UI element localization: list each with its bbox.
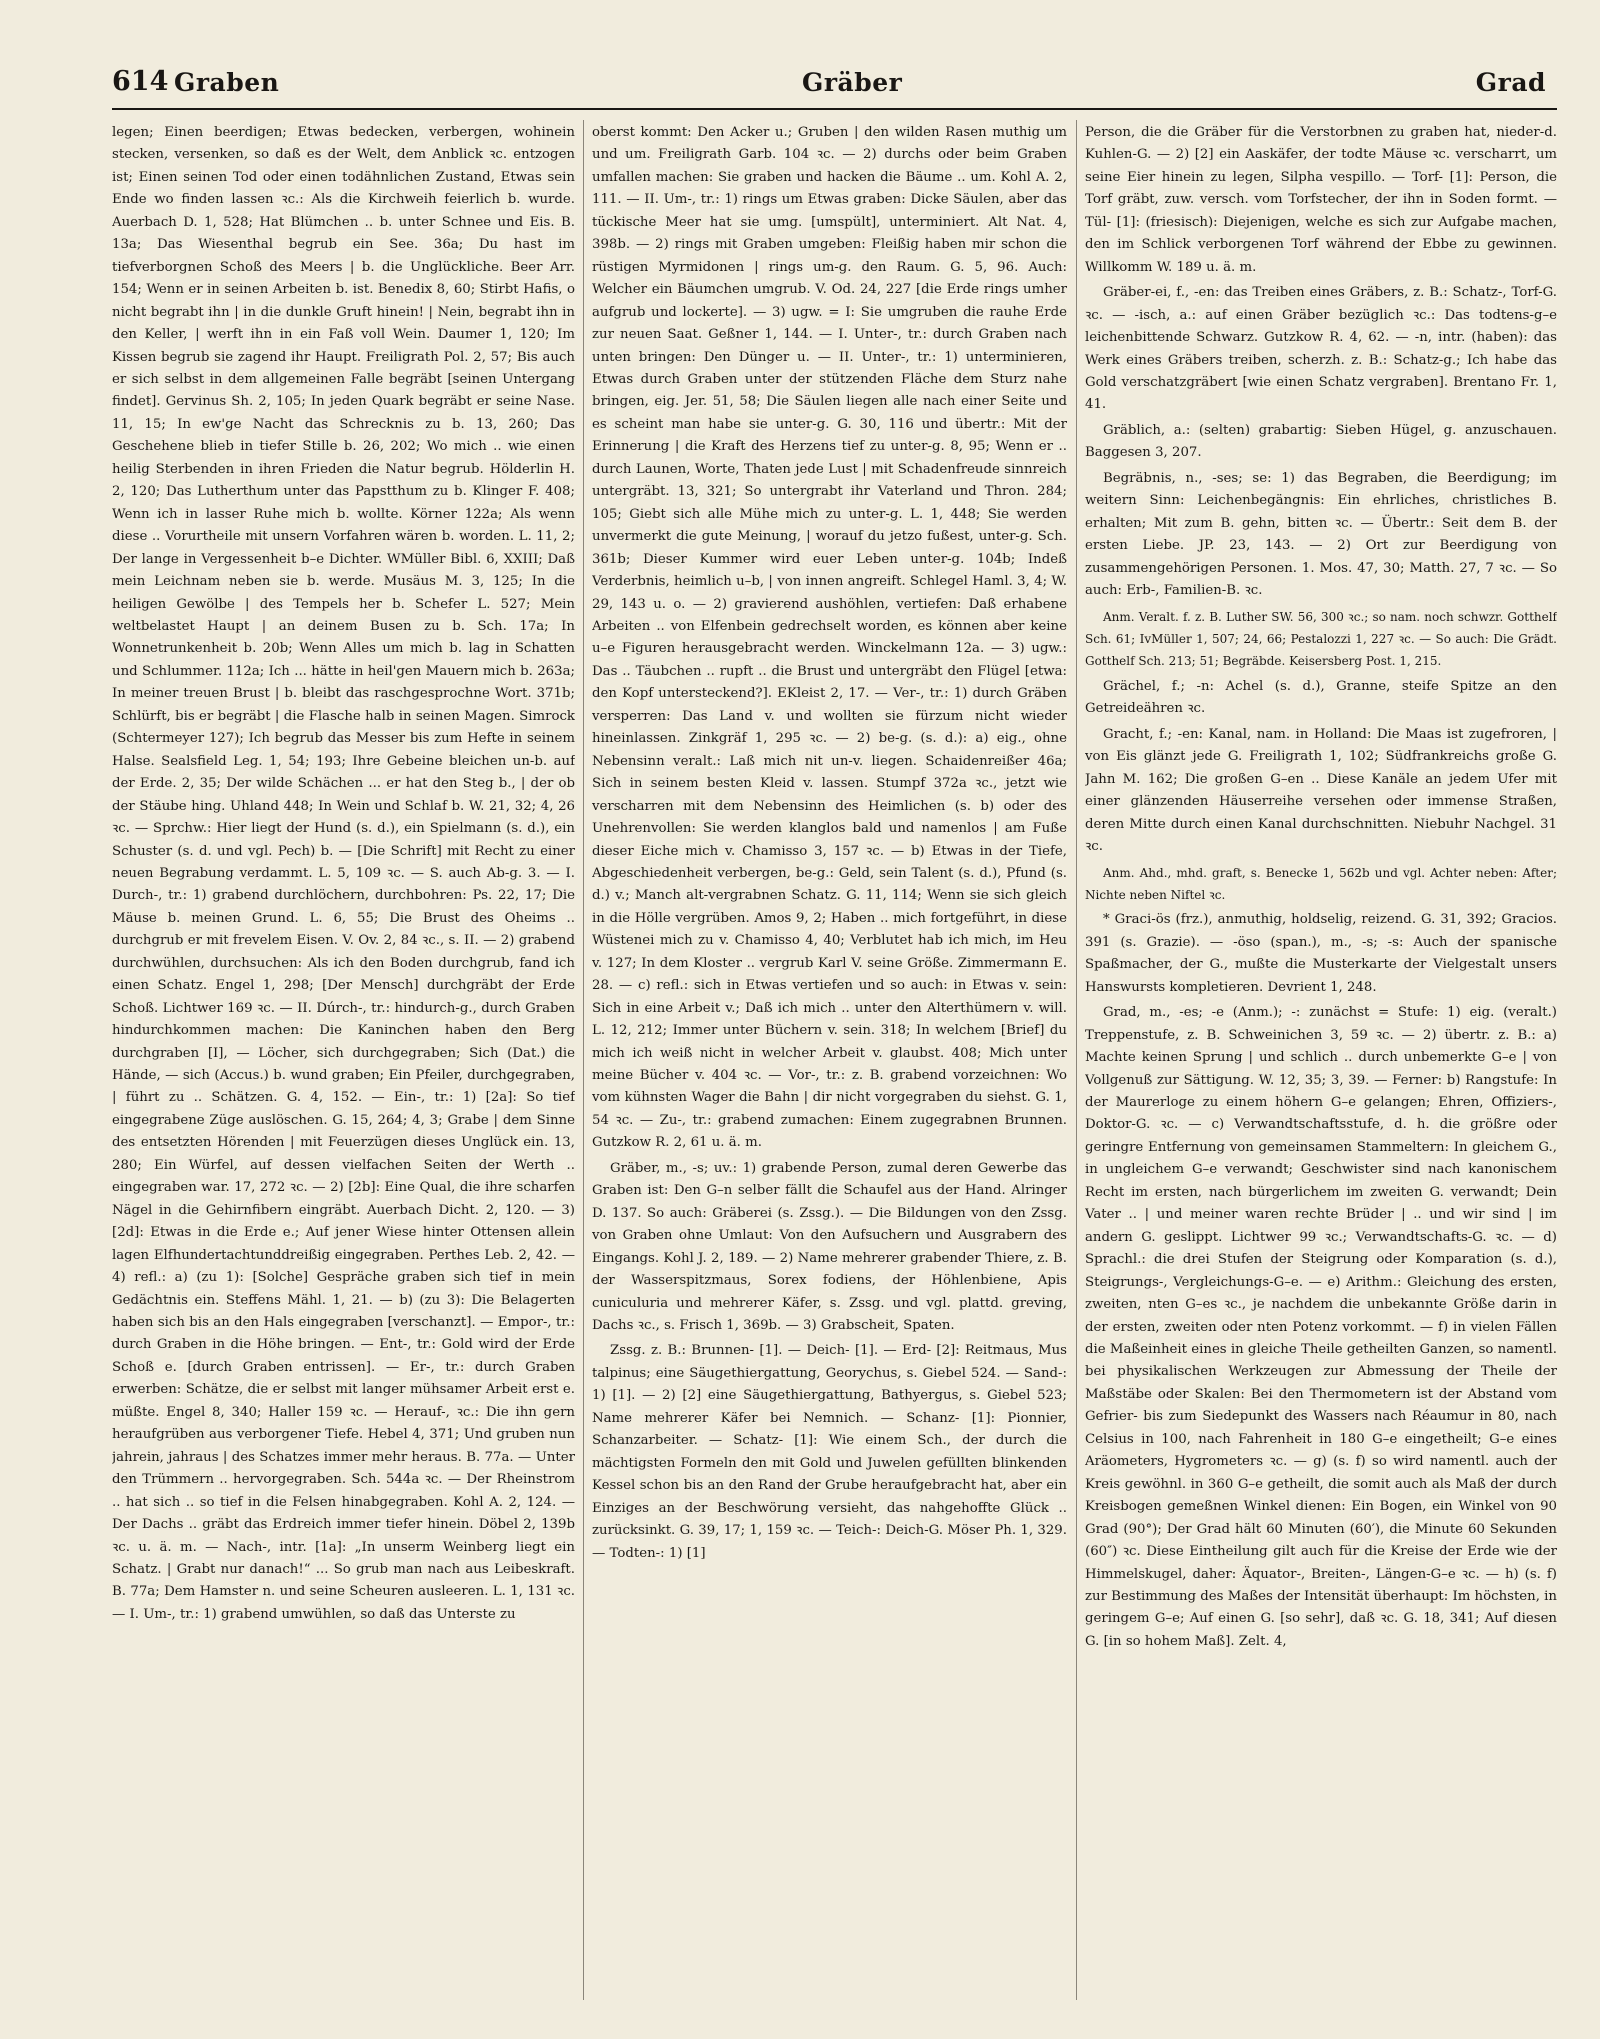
entry-begraebnis: Begräbnis, n., -ses; se: 1) das Begraben, die Beerdigung; im weitern Sinn: Leichenbegängnis: Ein ehrliches, christliches B. erhalten; Mit zum B. gehn, bitten ꝛc. — Übertr.: Seit dem B. der ersten Liebe. JP. 23, 143. — 2) Ort zur Beerdigung von zusammengehörigen Personen. 1. Mos. 47, 30; Matth. 27, 7 ꝛc. — So auch: Erb-, Familien-B. ꝛc. xyxy=(1085,470,1557,599)
text-column-left xyxy=(112,122,575,2002)
entry-gracht: Gracht, f.; -en: Kanal, nam. in Holland: Die Maas ist zugefroren, | von Eis glänzt jede G. Freiligrath 1, 102; Südfrankreichs große G. Jahn M. 162; Die großen G–en .. Diese Kanäle an jedem Ufer mit einer glänzenden Häuserreihe versehen oder immense Straßen, deren Mitte durch einen Kanal durchschnitten. Niebuhr Nachgel. 31 ꝛc. xyxy=(1085,726,1557,855)
catchword-left: Graben xyxy=(174,68,280,97)
entry-graeber: Gräber, m., -s; uv.: 1) grabende Person, zumal deren Gewerbe das Graben ist: Den G–n selber fällt die Schaufel aus der Hand. Alringer D. 137. So auch: Gräberei (s. Zssg.). — Die Bildungen von den Zssg. von Graben ohne Umlaut: Von den Aufsuchern und Ausgrabern des Eingangs. Kohl J. 2, 189. — 2) Name mehrerer grabender Thiere, z. B. der Wasserspitzmaus, Sorex fodiens, der Höhlenbiene, Apis cuniculuria und mehrerer Käfer, s. Zssg. und vgl. plattd. greving, Dachs ꝛc., s. Frisch 1, 369b. — 3) Grabscheit, Spaten. xyxy=(592,1160,1067,1334)
entry-graeberei: Gräber-ei, f., -en: das Treiben eines Gräbers, z. B.: Schatz-, Torf-G. ꝛc. — -isch, a.: auf einen Gräber bezüglich ꝛc.: Das todtens-g–e leichenbittende Schwarz. Gutzkow R. 4, 62. — -n, intr. (haben): das Werk eines Gräbers treiben, scherzh. z. B.: Schatz-g.; Ich habe das Gold verschatzgräbert [wie einen Schatz vergraben]. Brentano Fr. 1, 41. xyxy=(1085,285,1557,413)
entry-zssg: Zssg. z. B.: Brunnen- [1]. — Deich- [1]. — Erd- [2]: Reitmaus, Mus talpinus; eine Säugethiergattung, Georychus, s. Giebel 524. — Sand-: 1) [1]. — 2) [2] eine Säugethiergattung, Bathyergus, s. Giebel 523; Name mehrerer Käfer bei Nemnich. — Schanz- [1]: Pionnier, Schanzarbeiter. — Schatz- [1]: Wie einem Sch., der durch die mächtigsten Formeln den mit Gold und Juwelen gefüllten blinkenden Kessel schon bis an den Rand der Grube heraufgebracht hat, aber ein Einziges an der Beschwörung versieht, das nahgehoffte Glück .. zurücksinkt. G. 39, 17; 1, 159 ꝛc. — Teich-: Deich-G. Möser Ph. 1, 329. — Todten-: 1) [1] xyxy=(592,1343,1067,1561)
entry-note: Anm. Ahd., mhd. graft, s. Benecke 1, 562b und vgl. Achter neben: After; Nichte neben Niftel ꝛc. xyxy=(1085,865,1557,902)
entry-note: Anm. Veralt. f. z. B. Luther SW. 56, 300 ꝛc.; so nam. noch schwzr. Gotthelf Sch. 61; IvMüller 1, 507; 24, 66; Pestalozzi 1, 227 ꝛc. — So auch: Die Grädt. Gotthelf Sch. 213; 51; Begräbde. Keisersberg Post. 1, 215. xyxy=(1085,609,1557,669)
column-divider xyxy=(1076,120,1077,2000)
text-column-right xyxy=(1085,122,1557,2002)
entry-gracioes: * Graci-ös (frz.), anmuthig, holdselig, reizend. G. 31, 392; Gracios. 391 (s. Grazie). — -öso (span.), m., -s; -s: Auch der spanische Spaßmacher, der G., mußte die Musterkarte der Vielgestalt unsers Hanswursts kompletieren. Devrient 1, 248. xyxy=(1085,912,1557,995)
page-number: 614 xyxy=(112,66,169,97)
catchword-center: Gräber xyxy=(802,68,903,97)
entry-grad: Grad, m., -es; -e (Anm.); -: zunächst = Stufe: 1) eig. (veralt.) Treppenstufe, z. B. Schweinichen 3, 59 ꝛc. — 2) übertr. z. B.: a) Machte keinen Sprung | und schlich .. durch unbemerkte G–e | von Vollgenuß zur Sättigung. W. 12, 35; 3, 39. — Ferner: b) Rangstufe: In der Maurerloge zu einem höhern G–e gelangen; Ehren, Offiziers-, Doktor-G. ꝛc. — c) Verwandtschaftsstufe, d. h. die größre oder geringre Entfernung von gemeinsamen Stammeltern: In gleichem G., in ungleichem G–e verwandt; Geschwister sind nach kanonischem Recht im ersten, nach bürgerlichem im zweiten G. verwandt; Dein Vater .. | und meiner waren rechte Brüder | .. und wir sind | im andern G. geslippt. Lichtwer 99 ꝛc.; Verwandtschafts-G. ꝛc. — d) Sprachl.: die drei Stufen der Steigrung oder Komparation (s. d.), Steigrungs-, Vergleichungs-G–e. — e) Arithm.: Gleichung des ersten, zweiten, nten G–es ꝛc., je nachdem die unbekannte Größe darin in der ersten, zweiten oder nten Potenz vorkommt. — f) in vielen Fällen die Maßeinheit eines in gleiche Theile getheilten Ganzen, so namentl. bei physikalischen Werkzeugen zur Abmessung der Theile der Maßstäbe oder Skalen: Bei den Thermometern ist der Abstand vom Gefrier- bis zum Siedepunkt des Wassers nach Réaumur in 80, nach Celsius in 100, nach Fahrenheit in 180 G–e eingetheilt; G–e eines Aräometers, Hygrometers ꝛc. — g) (s. f) so wird namentl. auch der Kreis gewöhnl. in 360 G–e getheilt, die somit auch als Maß der durch Kreisbogen gemeßnen Winkel dienen: Ein Bogen, ein Winkel von 90 Grad (90°); Der Grad hält 60 Minuten (60′), die Minute 60 Sekunden (60″) ꝛc. Diese Eintheilung gilt auch für die Kreise der Erde wie der Himmelskugel, daher: Äquator-, Breiten-, Längen-G–e ꝛc. — h) (s. f) zur Bestimmung des Maßes der Intensität überhaupt: Im höchsten, in geringem G–e; Auf einen G. [so sehr], daß ꝛc. G. 18, 341; Auf diesen G. [in so hohem Maß]. Zelt. 4, xyxy=(1085,1005,1557,1649)
catchword-right: Grad xyxy=(1475,68,1546,97)
paragraph: oberst kommt: Den Acker u.; Gruben | den wilden Rasen muthig um und um. Freiligrath Garb. 104 ꝛc. — 2) durchs oder beim Graben umfallen machen: Sie graben und hacken die Bäume .. um. Kohl A. 2, 111. — II. Um-, tr.: 1) rings um Etwas graben: Dicke Säulen, aber das tückische Meer hat sie umg. [umspült], unterminiert. Alt Nat. 4, 398b. — 2) rings mit Graben umgeben: Fleißig haben mir schon die rüstigen Myrmidonen | rings um-g. den Raum. G. 5, 96. Auch: Welcher ein Bäumchen umgrub. V. Od. 24, 227 [die Erde rings umher aufgrub und lockerte]. — 3) ugw. = I: Sie umgruben die rauhe Erde zur neuen Saat. Geßner 1, 144. — I. Unter-, tr.: durch Graben nach unten bringen: Den Dünger u. — II. Unter-, tr.: 1) unterminieren, Etwas durch Graben unter der stützenden Fläche dem Sturz nahe bringen, eig. Jer. 51, 58; Die Säulen liegen alle nach einer Seite und es scheint man habe sie unter-g. G. 30, 116 und übertr.: Mit der Erinnerung | die Kraft des Herzens tief zu unter-g. 8, 95; Wenn er .. durch Launen, Worte, Thaten jede Lust | mit Schadenfreude sinnreich untergräbt. 13, 321; So untergrabt ihr Vaterland und Thron. 284; 105; Giebt sich alle Mühe mich zu unter-g. L. 1, 448; Sie werden unvermerkt die gute Meinung, | worauf du jetzo fußest, unter-g. Sch. 361b; Dieser Kummer wird euer Leben unter-g. 104b; Indeß Verderbnis, heimlich u–b, | von innen angreift. Schlegel Haml. 3, 4; W. 29, 143 u. o. — 2) gravierend aushöhlen, vertiefen: Daß erhabene Arbeiten .. von Elfenbein gedrechselt worden, es können aber keine u–e Figuren herausgebracht werden. Winckelmann 12a. — 3) ugw.: Das .. Täubchen .. rupft .. die Brust und untergräbt den Flügel [etwa: den Kopf untersteckend?]. EKleist 2, 17. — Ver-, tr.: 1) durch Gräben versperren: Das Land v. und wollten sie fürzum nicht wieder hineinlassen. Zinkgräf 1, 295 ꝛc. — 2) be-g. (s. d.): a) eig., ohne Nebensinn veralt.: Laß mich nit un-v. liegen. Schaidenreißer 46a; Sich in seinem besten Kleid v. lassen. Stumpf 372a ꝛc., jetzt wie verscharren mit dem Nebensinn des Heimlichen (s. b) oder des Unehrenvollen: Sie werden klanglos bald und namenlos | am Fuße dieser Eiche mich v. Chamisso 3, 157 ꝛc. — b) Etwas in der Tiefe, Abgeschiedenheit verbergen, be-g.: Geld, sein Talent (s. d.), Pfund (s. d.) v.; Manch alt-vergrabnen Schatz. G. 11, 114; Wenn sie sich gleich in die Hölle vergrüben. Amos 9, 2; Haben .. mich fortgeführt, in diese Wüstenei mich zu v. Chamisso 4, 40; Verblutet hab ich mich, im Heu v. 127; In dem Kloster .. vergrub Karl V. seine Größe. Zimmermann E. 28. — c) refl.: sich in Etwas vertiefen und so auch: in Etwas v. sein: Sich in eine Arbeit v.; Daß ich mich .. unter den Alterthümern v. will. L. 12, 212; Immer unter Büchern v. sein. 318; In welchem [Brief] du mich ich weiß nicht in welcher Arbeit v. glaubst. 408; Mich unter meine Bücher v. 404 ꝛc. — Vor-, tr.: z. B. grabend vorzeichnen: Wo vom kühnsten Wager die Bahn | dir nicht vorgegraben du siehst. G. 1, 54 ꝛc. — Zu-, tr.: grabend zumachen: Einem zugegrabnen Brunnen. Gutzkow R. 2, 61 u. ä. m. xyxy=(592,125,1067,1151)
paragraph: Person, die die Gräber für die Verstorbnen zu graben hat, nieder-d. Kuhlen-G. — 2) [2] ein Aaskäfer, der todte Mäuse ꝛc. verscharrt, um seine Eier hinein zu legen, Silpha vespillo. — Torf- [1]: Person, die Torf gräbt, zuw. versch. vom Torfstecher, der ihn in Soden formt. — Tül- [1]: (friesisch): Diejenigen, welche es sich zur Aufgabe machen, den im Schlick verborgenen Torf während der Ebbe zu gewinnen. Willkomm W. 189 u. ä. m. xyxy=(1085,125,1557,275)
entry-graechel: Grächel, f.; -n: Achel (s. d.), Granne, steife Spitze an den Getreideähren ꝛc. xyxy=(1085,678,1557,717)
text-column-middle xyxy=(592,122,1067,2002)
entry-graeblich: Gräblich, a.: (selten) grabartig: Sieben Hügel, g. anzuschauen. Baggesen 3, 207. xyxy=(1085,422,1557,461)
column-divider xyxy=(583,120,584,2000)
paragraph: legen; Einen beerdigen; Etwas bedecken, verbergen, wohinein stecken, versenken, so daß es der Welt, dem Anblick ꝛc. entzogen ist; Einen seinen Tod oder einen todähnlichen Zustand, Etwas sein Ende wo finden lassen ꝛc.: Als die Kirchweih feierlich b. wurde. Auerbach D. 1, 528; Hat Blümchen .. b. unter Schnee und Eis. B. 13a; Das Wiesenthal begrub ein See. 36a; Du hast im tiefverborgnen Schoß des Meers | b. die Unglückliche. Beer Arr. 154; Wenn er in seinen Arbeiten b. ist. Benedix 8, 60; Stirbt Hafis, o nicht begrabt ihn | in die dunkle Gruft hinein! | Nein, begrabt ihn in den Keller, | werft ihn in ein Faß voll Wein. Daumer 1, 120; Im Kissen begrub sie zagend ihr Haupt. Freiligrath Pol. 2, 57; Bis auch er sich selbst in dem allgemeinen Falle begräbt [seinen Untergang findet]. Gervinus Sh. 2, 105; In jeden Quark begräbt er seine Nase. 11, 15; In ew'ge Nacht das Schrecknis zu b. 13, 260; Das Geschehene blieb in tiefer Stille b. 26, 202; Wo mich .. wie einen heilig Sterbenden in ihren Frieden die Natur begrub. Hölderlin H. 2, 120; Das Lutherthum unter das Papstthum zu b. Klinger F. 408; Wenn ich in lasser Ruhe mich b. wollte. Körner 122a; Als wenn diese .. Vorurtheile mit unsern Vorfahren wären b. worden. L. 11, 2; Der lange in Vergessenheit b–e Dichter. WMüller Bibl. 6, XXIII; Daß mein Leichnam neben sie b. werde. Musäus M. 3, 125; In die heiligen Gewölbe | des Tempels her b. Schefer L. 527; Mein weltbelastet Haupt | an deinem Busen zu b. Sch. 17a; In Wonnetrunkenheit b. 20b; Wenn Alles um mich b. lag in Schatten und Schlummer. 112a; Ich ... hätte in heil'gen Mauern mich b. 263a; In meiner treuen Brust | b. bleibt das raschgesprochne Wort. 371b; Schlürft, bis er begräbt | die Flasche halb in seinen Magen. Simrock (Schtermeyer 127); Ich begrub das Messer bis zum Hefte in seinem Halse. Sealsfield Leg. 1, 54; 193; Ihre Gebeine bleichen un-b. auf der Erde. 2, 35; Der wilde Schächen ... er hat den Steg b., | der ob der Stäube hing. Uhland 448; In Wein und Schlaf b. W. 21, 32; 4, 26 ꝛc. — Sprchw.: Hier liegt der Hund (s. d.), ein Spielmann (s. d.), ein Schuster (s. d. und vgl. Pech) b. — [Die Schrift] mit Recht zu einer neuen Begrabung verdammt. L. 5, 109 ꝛc. — S. auch Ab-g. 3. — I. Durch-, tr.: 1) grabend durchlöchern, durchbohren: Ps. 22, 17; Die Mäuse b. meinen Grund. L. 6, 55; Die Brust des Oheims .. durchgrub er mit frevelem Eisen. V. Ov. 2, 84 ꝛc., s. II. — 2) grabend durchwühlen, durchsuchen: Als ich den Boden durchgrub, fand ich einen Schatz. Engel 1, 298; [Der Mensch] durchgräbt der Erde Schoß. Lichtwer 169 ꝛc. — II. Dúrch-, tr.: hindurch-g., durch Graben hindurchkommen machen: Die Kaninchen haben den Berg durchgraben [I], — Löcher, sich durchgegraben; Sich (Dat.) die Hände, — sich (Accus.) b. wund graben; Ein Pfeiler, durchgegraben, | führt zu .. Schätzen. G. 4, 152. — Ein-, tr.: 1) [2a]: So tief eingegrabene Züge auslöschen. G. 15, 264; 4, 3; Grabe | dem Sinne des entsetzten Hörenden | mit Feuerzügen dieses Unglück ein. 13, 280; Ein Würfel, auf dessen vielfachen Seiten der Werth .. eingegraben war. 17, 272 ꝛc. — 2) [2b]: Eine Qual, die ihre scharfen Nägel in die Gehirnfibern eingräbt. Auerbach Dicht. 2, 120. — 3) [2d]: Etwas in die Erde e.; Auf jener Wiese hinter Ottensen allein lagen Elfhundertachtunddreißig eingegraben. Perthes Leb. 2, 42. — 4) refl.: a) (zu 1): [Solche] Gespräche graben sich tief in mein Gedächtnis ein. Steffens Mähl. 1, 21. — b) (zu 3): Die Belagerten haben sich bis an den Hals eingegraben [verschanzt]. — Empor-, tr.: durch Graben in die Höhe bringen. — Ent-, tr.: Gold wird der Erde Schoß e. [durch Graben entrissen]. — Er-, tr.: durch Graben erwerben: Schätze, die er selbst mit langer mühsamer Arbeit erst e. müßte. Engel 8, 340; Haller 159 ꝛc. — Herauf-, ꝛc.: Die ihn gern heraufgrüben aus verborgener Tiefe. Hebel 4, 371; Und gruben nun jahrein, jahraus | des Schatzes immer mehr heraus. B. 77a. — Unter den Trümmern .. hervorgegraben. Sch. 544a ꝛc. — Der Rheinstrom .. hat sich .. so tief in die Felsen hinabgegraben. Kohl A. 2, 124. — Der Dachs .. gräbt das Erdreich immer tiefer hinein. Döbel 2, 139b ꝛc. u. ä. m. — Nach-, intr. [1a]: „In unserm Weinberg liegt ein Schatz. | Grabt nur danach!“ ... So grub man nach aus Leibeskraft. B. 77a; Dem Hamster n. und seine Scheuren ausleeren. L. 1, 131 ꝛc. — I. Um-, tr.: 1) grabend umwühlen, so daß das Unterste zu xyxy=(112,125,575,1622)
page-header xyxy=(112,56,1552,116)
header-rule xyxy=(112,108,1557,110)
